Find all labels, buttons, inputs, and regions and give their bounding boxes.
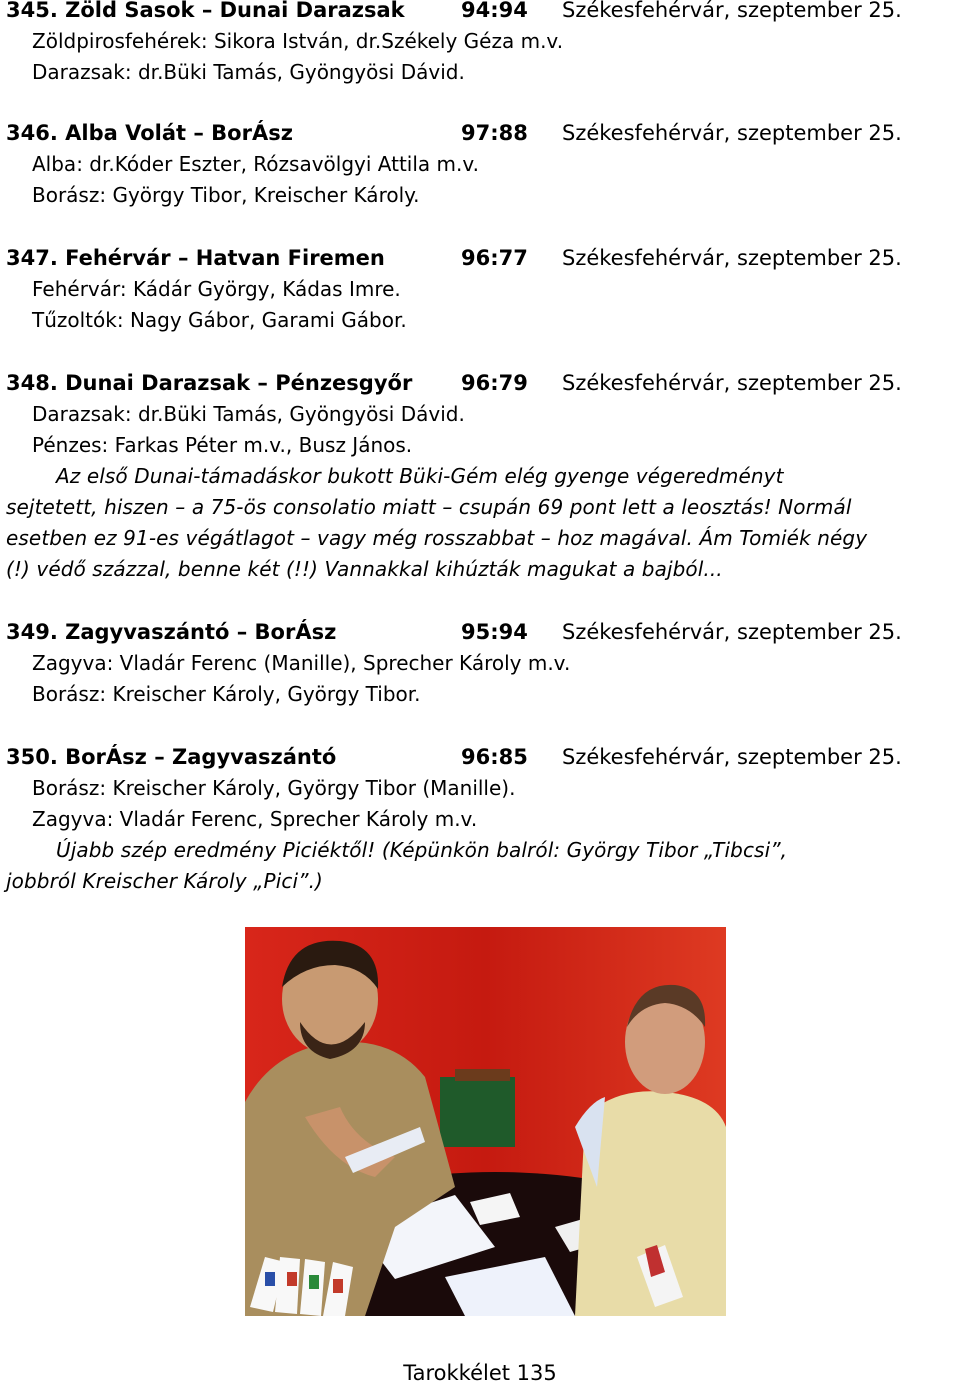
match-comment <box>6 461 960 585</box>
match-comment <box>6 835 960 897</box>
match-title: 348. Dunai Darazsak – Pénzesgyőr <box>6 371 413 395</box>
match-score: 95:94 <box>461 620 528 644</box>
photo-illustration <box>245 927 726 1316</box>
team-players-line: Pénzes: Farkas Péter m.v., Busz János. <box>32 433 413 457</box>
match-place-date: Székesfehérvár, szeptember 25. <box>562 745 902 769</box>
comment-line: sejtetett, hiszen – a 75-ös consolatio miatt – csupán 69 pont lett a leosztás! Normál <box>6 495 852 519</box>
comment-line: jobbról Kreischer Károly „Pici”.) <box>6 869 323 893</box>
team-players-line: Tűzoltók: Nagy Gábor, Garami Gábor. <box>32 308 407 332</box>
match-place-date: Székesfehérvár, szeptember 25. <box>562 620 902 644</box>
match-348 <box>6 368 956 585</box>
team-players-line: Darazsak: dr.Büki Tamás, Gyöngyösi Dávid. <box>32 60 465 84</box>
match-place-date: Székesfehérvár, szeptember 25. <box>562 246 902 270</box>
team-players-line: Fehérvár: Kádár György, Kádas Imre. <box>32 277 401 301</box>
comment-line: Az első Dunai-támadáskor bukott Büki-Gém elég gyenge végeredményt <box>56 464 784 488</box>
match-345 <box>6 0 956 88</box>
match-349 <box>6 617 956 710</box>
match-title: 350. BorÁsz – Zagyvaszántó <box>6 745 337 769</box>
match-header <box>6 617 956 648</box>
team-players-line: Zöldpirosfehérek: Sikora István, dr.Székely Géza m.v. <box>32 29 564 53</box>
comment-line: (!) védő százzal, benne két (!!) Vannakkal kihúzták magukat a bajból... <box>6 557 723 581</box>
team-players-line: Borász: Kreischer Károly, György Tibor. <box>32 682 421 706</box>
team-players-line: Zagyva: Vladár Ferenc, Sprecher Károly m.v. <box>32 807 478 831</box>
match-score: 96:79 <box>461 371 528 395</box>
match-score: 96:85 <box>461 745 528 769</box>
match-header <box>6 368 956 399</box>
photo-card-players <box>245 927 726 1316</box>
match-title: 345. Zöld Sasok – Dunai Darazsak <box>6 0 405 22</box>
page-footer: Tarokkélet 135 <box>403 1361 557 1385</box>
team-players-line: Borász: György Tibor, Kreischer Károly. <box>32 183 420 207</box>
match-title: 349. Zagyvaszántó – BorÁsz <box>6 620 337 644</box>
comment-line: esetben ez 91-es végátlagot – vagy még rosszabbat – hoz magával. Ám Tomiék négy <box>6 526 868 550</box>
match-score: 96:77 <box>461 246 528 270</box>
match-place-date: Székesfehérvár, szeptember 25. <box>562 0 902 22</box>
team-players-line: Alba: dr.Kóder Eszter, Rózsavölgyi Attila m.v. <box>32 152 480 176</box>
team-players-line: Darazsak: dr.Büki Tamás, Gyöngyösi Dávid. <box>32 402 465 426</box>
match-place-date: Székesfehérvár, szeptember 25. <box>562 371 902 395</box>
team-players-line: Zagyva: Vladár Ferenc (Manille), Sprecher Károly m.v. <box>32 651 571 675</box>
match-title: 346. Alba Volát – BorÁsz <box>6 121 293 145</box>
match-header <box>6 742 956 773</box>
match-place-date: Székesfehérvár, szeptember 25. <box>562 121 902 145</box>
match-350 <box>6 742 956 897</box>
match-346 <box>6 118 956 211</box>
comment-line: Újabb szép eredmény Piciéktől! (Képünkön balról: György Tibor „Tibcsi”, <box>56 838 788 862</box>
match-score: 97:88 <box>461 121 528 145</box>
match-347 <box>6 243 956 336</box>
match-header <box>6 118 956 149</box>
team-players-line: Borász: Kreischer Károly, György Tibor (Manille). <box>32 776 516 800</box>
match-header <box>6 243 956 274</box>
match-title: 347. Fehérvár – Hatvan Firemen <box>6 246 385 270</box>
match-header <box>6 0 956 26</box>
match-score: 94:94 <box>461 0 528 22</box>
